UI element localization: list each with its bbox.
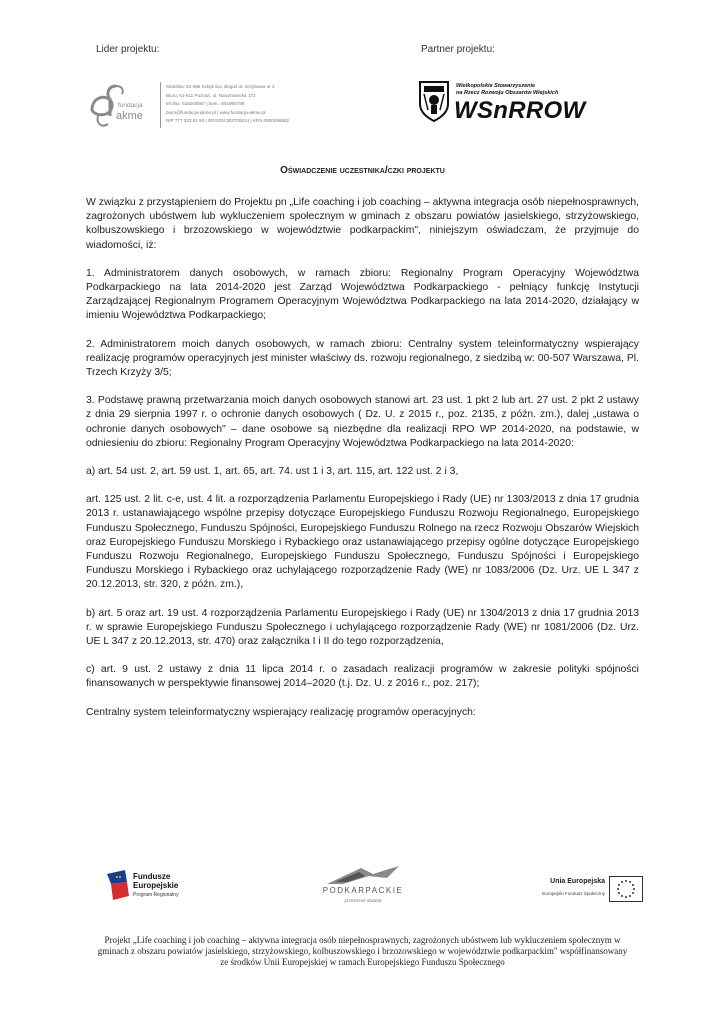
paragraph-2: 2. Administratorem moich danych osobowych, w ramach zbioru: Centralny system teleinformatyczny wspierający realizację programów operacyjnych jest minister właściwy ds. rozwoju regionalnego, z siedzibą w: 00-507 Warszawa, Pl. Trzech Krzyży 3/5; <box>86 338 639 379</box>
footer-logos <box>0 860 725 920</box>
project-footer-note: Projekt „Life coaching i job coaching – aktywna integracja osób niepełnosprawnych, zagrożonych ubóstwem lub wykluczeniem społecznym w gminach z obszaru powiatów jasielskiego, strzyżowskiego, kolbuszowskiego i brzozowskiego w województwie podkarpackim" współfinansowany ze środków Unii Europejskiej w ramach Europejskiego Funduszu Społecznego <box>97 935 628 967</box>
fe-line: Europejskie <box>133 881 179 890</box>
akme-logo-mark <box>86 80 152 130</box>
podkarpackie-tagline: przestrzeń otwarta <box>344 898 382 903</box>
akme-info-line: biuro@fundacja-akme.pl | www.fundacja-akme.pl <box>166 109 266 115</box>
akme-contact <box>166 83 356 126</box>
paragraph-1: 1. Administratorem danych osobowych, w ramach zbioru: Regionalny Program Operacyjny Województwa Podkarpackiego na lata 2014-2020 jest Zarząd Województwa Podkarpackiego - pełniący funkcję Instytucji Zarządzającej Regionalnym Programem Operacyjnym Województwa Podkarpackiego na lata 2014-2020, działający w imieniu Województwa Podkarpackiego; <box>86 267 639 322</box>
paragraph-a: a) art. 54 ust. 2, art. 59 ust. 1, art. 65, art. 74. ust 1 i 3, art. 115, art. 122 ust. 2 i 3, <box>86 466 459 478</box>
partner-assoc-line: Wielkopolskie Stowarzyszenie <box>456 83 536 89</box>
paragraph-central: Centralny system teleinformatyczny wspierający realizację programów operacyjnych: <box>86 706 476 718</box>
akme-divider <box>160 82 161 128</box>
partner-label: Partner projektu: <box>421 44 495 55</box>
partner-name: WSnRROW <box>454 97 586 124</box>
akme-info-line: tel./fax: 618260067 | kom.: 601990789 <box>166 101 245 106</box>
akme-logo <box>86 80 346 130</box>
fe-flag-icon <box>107 870 129 902</box>
akme-info-line: NIP 777 323 81 50 | REGON 302700614 | KRS 0000495852 <box>166 118 290 123</box>
podkarpackie-logo <box>313 864 413 908</box>
podkarpackie-name: PODKARPACKIE <box>322 886 404 895</box>
paragraph-b: b) art. 5 oraz art. 19 ust. 4 rozporządzenia Parlamentu Europejskiego i Rady (UE) nr 1304/2013 z dnia 17 grudnia 2013 r. w sprawie Europejskiego Funduszu Społecznego i uchylającego rozporządzenie Rady (WE) nr 1081/2006 (Dz. Urz. UE L 347 z 20.12.2013, str. 470) oraz załącznika I i II do tego rozporządzenia, <box>86 607 639 648</box>
akme-word-akme: akme <box>116 110 143 122</box>
akme-word-fundacja: fundacja <box>118 102 143 109</box>
paragraph-a-cont: art. 125 ust. 2 lit. c-e, ust. 4 lit. a rozporządzenia Parlamentu Europejskiego i Rady (UE) nr 1303/2013 z dnia 17 grudnia 2013 r. ustanawiającego wspólne przepisy dotyczące Europejskiego Funduszu Rozwoju Regionalnego, Europejskiego Funduszu Społecznego, Funduszu Spójności, Europejskiego Funduszu Rolnego na rzecz Rozwoju Obszarów Wiejskich oraz Europejskiego Funduszu Morskiego i Rybackiego oraz ustanawiającego przepisy ogólne dotyczące Europejskiego Funduszu Rozwoju Regionalnego, Europejskiego Funduszu Społecznego, Funduszu Spójności i Europejskiego Funduszu Morskiego i Rybackiego oraz uchylającego rozporządzenie Rady (WE) nr 1083/2006 (Dz. Urz. UE L 347 z 20.12.2013, str. 320, z późn. zm.), <box>86 494 639 591</box>
eu-name: Unia Europejska <box>550 878 605 885</box>
fe-program: Program Regionalny <box>133 892 179 898</box>
fe-line: Fundusze <box>133 872 171 881</box>
wsnrrow-logo <box>418 80 588 128</box>
akme-info-line: Siedziba: 52-986 Kobylnica, Boguś ul. Grzybowa nr 4 <box>166 84 275 89</box>
eu-fund: Europejski Fundusz Społeczny <box>542 891 605 896</box>
podkarpackie-mountains-icon <box>313 864 413 886</box>
akme-info-line: Biuro: 61-611 Poznań, ul. Naramowicka 172 <box>166 92 256 98</box>
fe-text <box>133 872 178 890</box>
crest-icon <box>418 80 450 122</box>
paragraph-3: 3. Podstawę prawną przetwarzania moich danych osobowych stanowi art. 23 ust. 1 pkt 2 lub art. 27 ust. 2 pkt 2 ustawy z dnia 29 sierpnia 1997 r. o ochronie danych osobowych ( Dz. U. z 2015 r., poz. 2135, z późn. zm.), dalej „ustawa o ochronie danych osobowych" – dane osobowe są niezbędne dla realizacji RPO WP 2014-2020, na podstawie, w odniesieniu do zbioru: Regionalny Program Operacyjny Województwa Podkarpackiego na lata 2014-2020: <box>86 395 639 449</box>
eu-flag-icon <box>609 876 643 902</box>
document-title: Oświadczenie uczestnika/czki projektu <box>280 165 445 176</box>
document-body <box>86 196 639 734</box>
partner-assoc-text <box>456 83 558 97</box>
paragraph-c: c) art. 9 ust. 2 ustawy z dnia 11 lipca 2014 r. o zasadach realizacji programów w zakresie polityki spójności finansowanych w perspektywie finansowej 2014–2020 (t.j. Dz. U. z 2016 r., poz. 217); <box>86 664 639 690</box>
leader-label: Lider projektu: <box>96 44 160 55</box>
partner-assoc-line: na Rzecz Rozwoju Obszarów Wiejskich <box>456 90 559 96</box>
eu-logo <box>510 876 630 906</box>
fundusze-europejskie-logo <box>107 870 217 906</box>
paragraph-intro: W związku z przystąpieniem do Projektu pn „Life coaching i job coaching – aktywna integracja osób niepełnosprawnych, zagrożonych ubóstwem lub wykluczeniem społecznym w gminach z obszaru powiatów jasielskiego, strzyżowskiego, kolbuszowskiego i brzozowskiego w województwie podkarpackim", niniejszym oświadczam, że przyjmuje do wiadomości, iż: <box>86 197 639 251</box>
